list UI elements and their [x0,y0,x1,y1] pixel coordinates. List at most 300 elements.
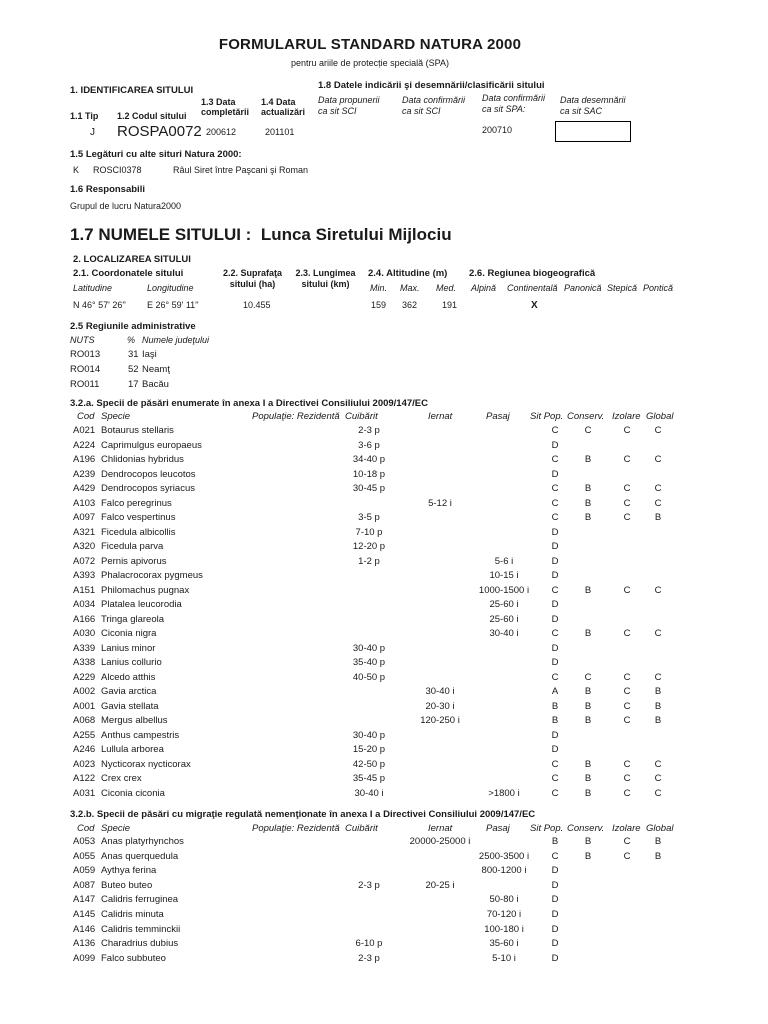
global-grade: C [654,497,662,509]
conservation-grade: C [584,671,592,683]
site-population-grade: D [551,938,559,950]
nuts-label: NUTS [70,335,95,345]
passage-pop: 800-1200 i [481,865,527,877]
coordinates-heading: 2.1. Coordonatele sitului [73,268,184,279]
passage-pop: 2500-3500 i [478,850,530,862]
table-row [0,686,768,701]
site-population-grade: D [551,657,559,668]
global-grade: B [654,715,662,726]
site-population-grade: B [551,715,559,726]
linked-site-code: ROSCI0378 [93,165,142,175]
wintering-pop: 30-40 i [425,686,455,697]
global-grade: C [654,425,662,436]
site-population-grade: C [551,850,559,862]
section-1-heading: 1. IDENTIFICAREA SITULUI [70,85,194,96]
species-code: A031 [73,787,96,799]
table-row [0,938,768,953]
global-grade: C [654,787,662,799]
section-2-5-heading: 2.5 Regiunile administrative [70,321,196,332]
global-grade: B [654,686,662,697]
col-sitpop: Sit Pop. [530,411,564,422]
table-row [0,556,768,571]
breeding-pop: 7-10 p [355,526,383,538]
species-name: Lanius collurio [101,657,162,668]
species-name: Caprimulgus europaeus [101,439,202,451]
global-grade: B [654,512,662,523]
alt-max-label: Max. [400,283,420,293]
continental-mark: X [531,300,538,311]
responsible-value: Grupul de lucru Natura2000 [70,201,182,211]
breeding-pop: 2-3 p [358,425,380,436]
isolation-grade: C [623,497,631,509]
col-izolare: Izolare [612,823,641,834]
tip-label: 1.1 Tip [70,111,99,121]
species-name: Pernis apivorus [101,555,167,567]
site-population-grade: D [551,909,559,920]
species-name: Dendrocopos syriacus [101,483,195,494]
species-code: A059 [73,865,96,877]
species-code: A147 [73,894,96,906]
species-name: Anas platyrhynchos [101,836,184,847]
passage-pop: 10-15 i [489,570,519,581]
global-grade: C [654,584,662,596]
document-subtitle: pentru ariile de protecție specială (SPA) [291,58,449,68]
isolation-grade: C [623,512,631,523]
table-row [0,773,768,788]
conservation-grade: B [584,584,592,596]
global-grade: C [654,758,662,770]
breeding-pop: 30-45 p [352,483,386,494]
conservation-grade: B [584,850,592,862]
alt-min-value: 159 [371,300,387,310]
breeding-pop: 40-50 p [352,671,386,683]
species-code: A151 [73,584,96,596]
wintering-pop: 20000-25000 i [409,836,471,847]
length-label: 2.3. Lungimea sitului (km) [295,268,356,289]
passage-pop: 35-60 i [489,938,519,950]
conservation-grade: B [584,715,592,726]
site-population-grade: D [551,744,559,755]
table-row [0,924,768,939]
species-code: A136 [73,938,96,950]
biogeo-heading: 2.6. Regiunea biogeografică [469,268,596,279]
area-label: 2.2. Suprafaţa sitului (ha) [222,268,283,289]
global-grade: C [654,483,662,494]
species-code: A087 [73,879,96,891]
breeding-pop: 30-40 p [352,642,386,654]
species-name: Alcedo atthis [101,671,156,683]
breeding-pop: 3-6 p [358,439,380,451]
county-label: Numele judeţului [142,335,210,345]
passage-pop: 50-80 i [489,894,519,906]
site-population-grade: D [551,468,559,480]
county-row [0,364,768,379]
species-name: Anthus campestris [101,729,180,741]
species-code: A068 [73,715,96,726]
table-row [0,570,768,585]
species-code: A103 [73,497,96,509]
species-code: A001 [73,700,96,712]
table-row [0,469,768,484]
species-code: A196 [73,454,96,465]
breeding-pop: 35-45 p [352,773,386,784]
col-specie: Specie [101,411,131,422]
species-name: Calidris temminckii [101,923,181,935]
data-desemnarii-sac-label: Data desemnării ca sit SAC [560,95,626,116]
breeding-pop: 15-20 p [352,744,386,755]
table-row [0,865,768,880]
global-grade: B [654,836,662,847]
breeding-pop: 6-10 p [355,938,383,950]
site-population-grade: D [551,894,559,906]
species-name: Phalacrocorax pygmeus [101,570,203,581]
breeding-pop: 35-40 p [352,657,386,668]
alt-med-value: 191 [442,300,458,310]
global-grade: B [654,700,662,712]
conservation-grade: C [584,425,592,436]
conservation-grade: B [584,454,592,465]
breeding-pop: 2-3 p [358,952,380,964]
col-cod: Cod [77,823,95,834]
species-code: A320 [73,541,96,552]
alt-med-label: Med. [436,283,457,293]
site-population-grade: C [551,497,559,509]
section-1-5-heading: 1.5 Legături cu alte situri Natura 2000: [70,149,242,160]
species-name: Falco vespertinus [101,512,176,523]
passage-pop: 100-180 i [484,923,524,935]
species-name: Calidris minuta [101,909,164,920]
species-code: A072 [73,555,96,567]
county-name: Iaşi [142,349,157,360]
breeding-pop: 1-2 p [358,555,380,567]
species-name: Chlidonias hybridus [101,454,184,465]
site-population-grade: D [551,555,559,567]
species-name: Calidris ferruginea [101,894,179,906]
wintering-pop: 20-25 i [425,879,455,891]
passage-pop: 25-60 i [489,599,519,610]
county-row [0,349,768,364]
passage-pop: >1800 i [488,787,520,799]
table-row [0,880,768,895]
site-population-grade: C [551,773,559,784]
table-row [0,541,768,556]
conservation-grade: B [584,787,592,799]
site-population-grade: D [551,526,559,538]
col-pasaj: Pasaj [486,823,510,834]
site-population-grade: C [551,454,559,465]
isolation-grade: C [623,773,631,784]
county-name: Neamţ [142,364,170,375]
col-conserv: Conserv. [567,411,605,422]
breeding-pop: 12-20 p [352,541,386,552]
col-specie: Specie [101,823,131,834]
species-name: Ficedula albicollis [101,526,176,538]
species-name: Mergus albellus [101,715,168,726]
col-populatie: Populaţie: Rezidentă [252,823,340,834]
col-iernat: Iernat [428,411,453,422]
county-percent: 52 [128,364,139,375]
table-row [0,614,768,629]
table-b-header [0,823,768,835]
site-name-heading: 1.7 NUMELE SITULUI : Lunca Siretului Mijlociu [70,225,452,244]
breeding-pop: 2-3 p [358,879,380,891]
section-1-6-heading: 1.6 Responsabili [70,184,145,195]
species-code: A021 [73,425,96,436]
pct-label: % [127,335,136,345]
spa-date-value: 200710 [482,125,513,135]
species-code: A321 [73,526,96,538]
col-cuibarit: Cuibărit [345,411,378,422]
table-row [0,454,768,469]
site-population-grade: B [551,700,559,712]
table-row [0,744,768,759]
breeding-pop: 30-40 i [354,787,384,799]
breeding-pop: 3-5 p [358,512,380,523]
species-code: A224 [73,439,96,451]
col-iernat: Iernat [428,823,453,834]
isolation-grade: C [623,686,631,697]
isolation-grade: C [623,628,631,639]
document-title: FORMULARUL STANDARD NATURA 2000 [218,36,522,53]
species-code: A034 [73,599,96,610]
site-population-grade: C [551,628,559,639]
county-percent: 31 [128,349,139,360]
col-global: Global [646,411,674,422]
breeding-pop: 34-40 p [352,454,386,465]
passage-pop: 5-6 i [494,555,514,567]
site-population-grade: C [551,425,559,436]
conservation-grade: B [584,836,592,847]
species-name: Aythya ferina [101,865,157,877]
data-act-label: 1.4 Data actualizări [261,97,306,117]
species-code: A338 [73,657,96,668]
species-code: A239 [73,468,96,480]
table-row [0,440,768,455]
table-row [0,836,768,851]
area-value: 10.455 [243,300,271,310]
biogeo-alpina: Alpină [471,283,497,293]
table-row [0,851,768,866]
breeding-pop: 42-50 p [352,758,386,770]
species-code: A097 [73,512,96,523]
species-code: A429 [73,483,96,494]
table-row [0,599,768,614]
site-population-grade: C [551,758,559,770]
wintering-pop: 20-30 i [425,700,455,712]
col-pasaj: Pasaj [486,411,510,422]
data-compl-value: 200612 [206,127,237,137]
isolation-grade: C [623,454,631,465]
site-population-grade: C [551,483,559,494]
passage-pop: 30-40 i [489,628,519,639]
isolation-grade: C [623,758,631,770]
isolation-grade: C [623,483,631,494]
conservation-grade: B [584,628,592,639]
alt-min-label: Min. [370,283,388,293]
biogeo-panonica: Panonică [564,283,602,293]
species-name: Gavia stellata [101,700,159,712]
table-row [0,672,768,687]
nuts-code: RO011 [70,379,100,390]
species-name: Falco subbuteo [101,952,166,964]
data-confirmarii-spa-label: Data confirmării ca sit SPA: [482,93,546,114]
site-population-grade: D [551,729,559,741]
conservation-grade: B [584,686,592,697]
table-row [0,953,768,968]
biogeo-stepica: Stepică [607,283,638,293]
county-name: Bacău [142,379,169,390]
site-population-grade: D [551,952,559,964]
col-cod: Cod [77,411,95,422]
isolation-grade: C [623,584,631,596]
species-name: Botaurus stellaris [101,425,174,436]
species-code: A002 [73,686,96,697]
data-act-value: 201101 [265,127,295,137]
table-row [0,498,768,513]
table-a-header [0,411,768,423]
species-code: A055 [73,850,96,862]
conservation-grade: B [584,483,592,494]
site-population-grade: C [551,787,559,799]
site-population-grade: D [551,865,559,877]
breeding-pop: 10-18 p [352,468,386,480]
biogeo-continentala: Continentală [507,283,558,293]
sac-date-box [555,121,631,142]
wintering-pop: 120-250 i [420,715,460,726]
isolation-grade: C [623,836,631,847]
site-population-grade: D [551,439,559,451]
species-name: Gavia arctica [101,686,157,697]
species-name: Dendrocopos leucotos [101,468,196,480]
site-population-grade: D [551,923,559,935]
conservation-grade: B [584,773,592,784]
table-row [0,425,768,440]
site-population-grade: D [551,570,559,581]
table-row [0,657,768,672]
conservation-grade: B [584,512,592,523]
col-conserv: Conserv. [567,823,605,834]
site-code: ROSPA0072 [117,123,202,140]
table-row [0,512,768,527]
passage-pop: 70-120 i [486,909,522,920]
species-code: A255 [73,729,96,741]
species-name: Buteo buteo [101,879,153,891]
conservation-grade: B [584,758,592,770]
table-row [0,585,768,600]
species-name: Crex crex [101,773,142,784]
isolation-grade: C [623,425,631,436]
site-population-grade: D [551,541,559,552]
conservation-grade: B [584,497,592,509]
isolation-grade: C [623,715,631,726]
alt-max-value: 362 [402,300,418,310]
table-row [0,628,768,643]
data-compl-label: 1.3 Data completării [201,97,250,117]
global-grade: C [654,671,662,683]
cod-label: 1.2 Codul sitului [117,111,187,121]
table-row [0,909,768,924]
nuts-code: RO013 [70,349,101,360]
site-population-grade: C [551,512,559,523]
data-confirmarii-sci-label: Data confirmării ca sit SCI [402,95,466,116]
site-population-grade: C [551,584,559,596]
species-code: A099 [73,952,96,964]
site-population-grade: A [551,686,559,697]
species-name: Lullula arborea [101,744,164,755]
table-row [0,788,768,803]
species-code: A166 [73,613,96,625]
latitude-label: Latitudine [73,283,113,293]
species-name: Platalea leucorodia [101,599,182,610]
nuts-code: RO014 [70,364,101,375]
section-3-2b-heading: 3.2.b. Specii de păsări cu migraţie regulată nemenţionate în anexa I a Directivei Consiliului 2009/147/EC [70,809,536,820]
longitude-label: Longitudine [147,283,194,293]
species-name: Ciconia ciconia [101,787,165,799]
site-population-grade: D [551,642,559,654]
species-name: Ciconia nigra [101,628,157,639]
species-code: A393 [73,570,96,581]
table-row [0,643,768,658]
table-row [0,730,768,745]
species-code: A246 [73,744,96,755]
isolation-grade: C [623,700,631,712]
col-sitpop: Sit Pop. [530,823,564,834]
species-code: A229 [73,671,96,683]
table-row [0,527,768,542]
county-row [0,379,768,394]
site-population-grade: C [551,671,559,683]
table-row [0,483,768,498]
global-grade: C [654,454,662,465]
section-2-heading: 2. LOCALIZAREA SITULUI [73,254,191,265]
col-izolare: Izolare [612,411,641,422]
linked-site-name: Râul Siret între Paşcani şi Roman [173,165,309,175]
isolation-grade: C [623,787,631,799]
isolation-grade: C [623,850,631,862]
species-name: Nycticorax nycticorax [101,758,191,770]
wintering-pop: 5-12 i [428,497,452,509]
species-code: A030 [73,628,96,639]
passage-pop: 25-60 i [489,613,519,625]
link-type: K [73,165,80,175]
table-row [0,759,768,774]
species-code: A122 [73,773,96,784]
species-code: A146 [73,923,96,935]
species-code: A053 [73,836,96,847]
species-name: Charadrius dubius [101,938,179,950]
conservation-grade: B [584,700,592,712]
site-population-grade: B [551,836,559,847]
biogeo-pontica: Pontică [643,283,674,293]
section-3-2a-heading: 3.2.a. Specii de păsări enumerate în anexa I a Directivei Consiliului 2009/147/EC [70,398,428,409]
species-name: Falco peregrinus [101,497,172,509]
table-row [0,894,768,909]
col-cuibarit: Cuibărit [345,823,378,834]
global-grade: C [654,773,662,784]
site-population-grade: D [551,613,559,625]
isolation-grade: C [623,671,631,683]
species-code: A339 [73,642,96,654]
species-name: Ficedula parva [101,541,164,552]
species-code: A145 [73,909,96,920]
global-grade: B [654,850,662,862]
passage-pop: 1000-1500 i [478,584,530,596]
species-name: Lanius minor [101,642,156,654]
longitude-value: E 26° 59' 11'' [147,300,199,310]
col-populatie: Populaţie: Rezidentă [252,411,340,422]
altitude-heading: 2.4. Altitudine (m) [368,268,448,279]
species-code: A023 [73,758,96,770]
